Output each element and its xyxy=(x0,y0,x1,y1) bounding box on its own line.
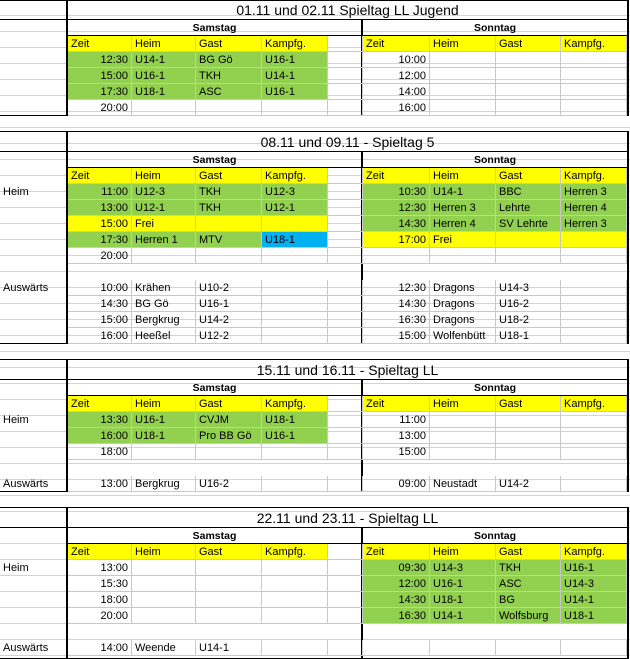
day-label-sunday: Sonntag xyxy=(363,20,627,36)
table-cell[interactable] xyxy=(496,248,561,264)
table-cell[interactable]: U16-1 xyxy=(132,68,196,84)
table-cell[interactable] xyxy=(132,100,196,116)
column-header: Heim xyxy=(430,544,496,560)
table-cell[interactable] xyxy=(496,52,561,68)
table-cell[interactable]: TKH xyxy=(196,184,262,200)
column-header: Zeit xyxy=(68,36,132,52)
spacer-cell xyxy=(328,396,363,412)
table-cell[interactable] xyxy=(328,428,363,444)
day-label-sunday: Sonntag xyxy=(363,380,627,396)
table-cell[interactable]: 15:30 xyxy=(68,576,132,592)
table-cell[interactable] xyxy=(561,328,627,344)
table-cell[interactable] xyxy=(328,444,363,460)
table-cell[interactable] xyxy=(561,280,627,296)
table-cell[interactable] xyxy=(328,412,363,428)
home-label: Heim xyxy=(3,562,29,574)
table-cell[interactable] xyxy=(196,216,262,232)
table-cell[interactable]: MTV xyxy=(196,232,262,248)
table-cell[interactable] xyxy=(430,444,496,460)
table-cell[interactable] xyxy=(132,608,196,624)
table-cell[interactable]: U16-1 xyxy=(262,428,328,444)
column-header: Kampfg. xyxy=(561,544,627,560)
table-cell[interactable] xyxy=(496,84,561,100)
table-cell[interactable]: 16:00 xyxy=(363,100,430,116)
table-cell[interactable] xyxy=(363,248,430,264)
column-header: Gast xyxy=(196,36,262,52)
table-cell[interactable]: 14:00 xyxy=(68,640,132,656)
table-cell[interactable] xyxy=(132,576,196,592)
away-label: Auswärts xyxy=(3,478,49,490)
table-cell[interactable]: 13:00 xyxy=(68,200,132,216)
table-cell[interactable] xyxy=(430,412,496,428)
section-border xyxy=(0,507,629,508)
table-cell[interactable] xyxy=(262,576,328,592)
table-cell[interactable] xyxy=(328,576,363,592)
table-cell[interactable]: 12:00 xyxy=(363,68,430,84)
table-cell[interactable]: Lehrte xyxy=(496,200,561,216)
section-border xyxy=(627,132,629,344)
table-cell[interactable]: U14-3 xyxy=(430,560,496,576)
table-cell[interactable] xyxy=(561,68,627,84)
day-label-saturday: Samstag xyxy=(68,380,361,396)
table-cell[interactable] xyxy=(328,640,363,656)
table-cell[interactable] xyxy=(496,640,561,656)
table-cell[interactable]: U14-1 xyxy=(262,68,328,84)
column-header: Gast xyxy=(496,168,561,184)
column-header: Kampfg. xyxy=(262,544,328,560)
table-cell[interactable]: 12:30 xyxy=(68,52,132,68)
table-cell[interactable] xyxy=(328,280,363,296)
table-cell[interactable] xyxy=(561,428,627,444)
table-cell[interactable] xyxy=(262,296,328,312)
table-cell[interactable] xyxy=(430,428,496,444)
column-header: Gast xyxy=(496,544,561,560)
table-cell[interactable]: U14-1 xyxy=(430,608,496,624)
table-cell[interactable]: TKH xyxy=(196,68,262,84)
column-header: Gast xyxy=(196,544,262,560)
table-cell[interactable] xyxy=(496,68,561,84)
home-label: Heim xyxy=(3,414,29,426)
table-cell[interactable]: Dragons xyxy=(430,296,496,312)
column-header: Kampfg. xyxy=(561,396,627,412)
table-cell[interactable]: 12:30 xyxy=(363,200,430,216)
day-label-saturday: Samstag xyxy=(68,20,361,36)
table-cell[interactable] xyxy=(328,328,363,344)
table-cell[interactable] xyxy=(430,248,496,264)
table-cell[interactable] xyxy=(196,248,262,264)
table-cell[interactable]: 15:00 xyxy=(68,216,132,232)
table-cell[interactable]: U16-1 xyxy=(430,576,496,592)
column-header: Gast xyxy=(496,396,561,412)
table-cell[interactable] xyxy=(561,232,627,248)
table-cell[interactable] xyxy=(328,232,363,248)
day-label-sunday: Sonntag xyxy=(363,152,627,168)
table-cell[interactable]: Wolfenbütt xyxy=(430,328,496,344)
table-cell[interactable] xyxy=(561,476,627,492)
table-cell[interactable] xyxy=(561,444,627,460)
table-cell[interactable]: 14:30 xyxy=(363,592,430,608)
table-cell[interactable]: 16:30 xyxy=(363,312,430,328)
table-cell[interactable]: 18:00 xyxy=(68,592,132,608)
column-header: Zeit xyxy=(363,168,430,184)
table-cell[interactable]: U14-2 xyxy=(496,476,561,492)
table-cell[interactable]: 20:00 xyxy=(68,248,132,264)
table-cell[interactable]: U16-2 xyxy=(196,476,262,492)
table-cell[interactable]: Herren 1 xyxy=(132,232,196,248)
table-cell[interactable]: 11:00 xyxy=(68,184,132,200)
table-cell[interactable]: 13:30 xyxy=(68,412,132,428)
table-cell[interactable]: Wolfsburg xyxy=(496,608,561,624)
table-cell[interactable]: Herren 4 xyxy=(430,216,496,232)
table-cell[interactable] xyxy=(561,52,627,68)
table-cell[interactable]: Herren 3 xyxy=(561,184,627,200)
table-cell[interactable] xyxy=(196,576,262,592)
table-cell[interactable]: Frei xyxy=(132,216,196,232)
table-cell[interactable] xyxy=(496,100,561,116)
table-cell[interactable]: U18-1 xyxy=(496,328,561,344)
table-cell[interactable] xyxy=(328,476,363,492)
section-title: 08.11 und 09.11 - Spieltag 5 xyxy=(260,134,435,150)
table-cell[interactable] xyxy=(262,280,328,296)
table-cell[interactable] xyxy=(363,640,430,656)
table-cell[interactable] xyxy=(430,84,496,100)
table-cell[interactable] xyxy=(262,328,328,344)
column-header: Zeit xyxy=(68,168,132,184)
gridline xyxy=(0,463,630,464)
table-cell[interactable]: U14-3 xyxy=(496,280,561,296)
table-cell[interactable]: Weende xyxy=(132,640,196,656)
table-cell[interactable]: 15:00 xyxy=(68,312,132,328)
table-cell[interactable] xyxy=(262,248,328,264)
section-border xyxy=(0,359,629,360)
table-cell[interactable]: Krähen xyxy=(132,280,196,296)
table-cell[interactable] xyxy=(561,84,627,100)
table-cell[interactable]: 17:00 xyxy=(363,232,430,248)
table-cell[interactable] xyxy=(561,412,627,428)
table-cell[interactable]: U14-1 xyxy=(196,640,262,656)
table-cell[interactable]: 17:30 xyxy=(68,232,132,248)
table-cell[interactable] xyxy=(262,312,328,328)
table-cell[interactable]: TKH xyxy=(196,200,262,216)
table-cell[interactable]: 16:30 xyxy=(363,608,430,624)
table-cell[interactable] xyxy=(328,68,363,84)
column-header: Kampfg. xyxy=(262,168,328,184)
column-header: Heim xyxy=(132,168,196,184)
table-cell[interactable]: U12-1 xyxy=(132,200,196,216)
table-cell[interactable] xyxy=(262,608,328,624)
section-border xyxy=(627,0,629,116)
table-cell[interactable]: Frei xyxy=(430,232,496,248)
table-cell[interactable]: 12:00 xyxy=(363,576,430,592)
column-header: Heim xyxy=(430,36,496,52)
table-cell[interactable] xyxy=(561,248,627,264)
table-cell[interactable] xyxy=(132,592,196,608)
table-cell[interactable]: 14:00 xyxy=(363,84,430,100)
table-cell[interactable] xyxy=(561,640,627,656)
table-cell[interactable]: ASC xyxy=(196,84,262,100)
table-cell[interactable]: Bergkrug xyxy=(132,476,196,492)
table-cell[interactable] xyxy=(496,428,561,444)
table-cell[interactable] xyxy=(328,84,363,100)
table-cell[interactable] xyxy=(328,296,363,312)
column-header: Gast xyxy=(196,396,262,412)
table-cell[interactable] xyxy=(328,184,363,200)
table-cell[interactable] xyxy=(262,476,328,492)
spacer-cell xyxy=(328,168,363,184)
table-cell[interactable] xyxy=(196,100,262,116)
table-cell[interactable] xyxy=(328,200,363,216)
table-cell[interactable] xyxy=(196,444,262,460)
table-cell[interactable] xyxy=(262,592,328,608)
table-cell[interactable] xyxy=(132,560,196,576)
table-cell[interactable]: 20:00 xyxy=(68,608,132,624)
table-cell[interactable]: SV Lehrte xyxy=(496,216,561,232)
table-cell[interactable] xyxy=(561,296,627,312)
table-cell[interactable] xyxy=(430,100,496,116)
table-cell[interactable]: BG Gö xyxy=(132,296,196,312)
table-cell[interactable] xyxy=(196,608,262,624)
table-cell[interactable] xyxy=(328,100,363,116)
table-cell[interactable]: TKH xyxy=(496,560,561,576)
column-header: Zeit xyxy=(363,36,430,52)
table-cell[interactable]: 15:00 xyxy=(68,68,132,84)
table-cell[interactable]: 17:30 xyxy=(68,84,132,100)
table-cell[interactable]: BG Gö xyxy=(196,52,262,68)
table-cell[interactable]: U12-2 xyxy=(196,328,262,344)
table-cell[interactable]: U12-3 xyxy=(262,184,328,200)
column-header: Gast xyxy=(196,168,262,184)
table-cell[interactable] xyxy=(561,100,627,116)
gridline xyxy=(0,351,630,352)
day-label-saturday: Samstag xyxy=(68,528,361,544)
table-cell[interactable] xyxy=(496,444,561,460)
column-header: Heim xyxy=(430,396,496,412)
table-cell[interactable] xyxy=(496,412,561,428)
table-cell[interactable]: Dragons xyxy=(430,280,496,296)
table-cell[interactable]: 10:00 xyxy=(68,280,132,296)
table-cell[interactable]: Dragons xyxy=(430,312,496,328)
table-cell[interactable]: U18-1 xyxy=(262,412,328,428)
table-cell[interactable]: 13:00 xyxy=(68,476,132,492)
spacer-cell xyxy=(328,36,363,52)
table-cell[interactable]: 15:00 xyxy=(363,444,430,460)
table-cell[interactable]: U14-3 xyxy=(561,576,627,592)
column-header: Kampfg. xyxy=(561,36,627,52)
table-cell[interactable] xyxy=(328,248,363,264)
table-cell[interactable]: Herren 4 xyxy=(561,200,627,216)
table-cell[interactable] xyxy=(132,444,196,460)
away-label: Auswärts xyxy=(3,642,49,654)
table-cell[interactable]: U12-1 xyxy=(262,200,328,216)
table-cell[interactable] xyxy=(196,592,262,608)
column-header: Heim xyxy=(132,36,196,52)
column-header: Heim xyxy=(430,168,496,184)
table-cell[interactable]: U14-2 xyxy=(196,312,262,328)
table-cell[interactable]: 14:30 xyxy=(363,296,430,312)
table-cell[interactable]: 09:00 xyxy=(363,476,430,492)
table-cell[interactable]: U16-2 xyxy=(496,296,561,312)
column-header: Heim xyxy=(132,396,196,412)
table-cell[interactable]: U14-1 xyxy=(132,52,196,68)
home-label: Heim xyxy=(3,186,29,198)
column-header: Zeit xyxy=(68,544,132,560)
column-header: Kampfg. xyxy=(262,36,328,52)
column-header: Zeit xyxy=(363,544,430,560)
table-cell[interactable]: U14-1 xyxy=(430,184,496,200)
table-cell[interactable]: U18-1 xyxy=(262,232,328,248)
table-cell[interactable]: BG xyxy=(496,592,561,608)
table-cell[interactable]: 16:00 xyxy=(68,328,132,344)
table-cell[interactable]: Heeßel xyxy=(132,328,196,344)
section-border xyxy=(0,0,629,1)
away-label: Auswärts xyxy=(3,282,49,294)
table-cell[interactable]: 20:00 xyxy=(68,100,132,116)
table-cell[interactable] xyxy=(496,232,561,248)
section-border xyxy=(0,131,629,132)
table-cell[interactable]: 18:00 xyxy=(68,444,132,460)
table-cell[interactable]: ASC xyxy=(496,576,561,592)
table-cell[interactable]: U10-2 xyxy=(196,280,262,296)
table-cell[interactable]: U16-1 xyxy=(262,84,328,100)
table-cell[interactable] xyxy=(328,560,363,576)
column-header: Kampfg. xyxy=(561,168,627,184)
table-cell[interactable]: 14:30 xyxy=(68,296,132,312)
column-header: Kampfg. xyxy=(262,396,328,412)
table-cell[interactable]: U16-1 xyxy=(132,412,196,428)
section-border xyxy=(627,508,629,659)
table-cell[interactable]: 15:00 xyxy=(363,328,430,344)
table-cell[interactable]: U16-1 xyxy=(262,52,328,68)
table-cell[interactable] xyxy=(430,68,496,84)
table-cell[interactable]: Pro BB Gö xyxy=(196,428,262,444)
table-cell[interactable]: 12:30 xyxy=(363,280,430,296)
table-cell[interactable]: U18-1 xyxy=(132,84,196,100)
day-label-saturday: Samstag xyxy=(68,152,361,168)
table-cell[interactable]: U14-1 xyxy=(561,592,627,608)
table-cell[interactable]: 13:00 xyxy=(363,428,430,444)
table-cell[interactable]: Bergkrug xyxy=(132,312,196,328)
table-cell[interactable]: U16-1 xyxy=(561,560,627,576)
table-cell[interactable]: BBC xyxy=(496,184,561,200)
section-title: 22.11 und 23.11 - Spieltag LL xyxy=(256,510,439,526)
table-cell[interactable]: U12-3 xyxy=(132,184,196,200)
table-cell[interactable] xyxy=(328,592,363,608)
column-header: Gast xyxy=(496,36,561,52)
table-cell[interactable] xyxy=(430,52,496,68)
table-cell[interactable] xyxy=(561,312,627,328)
column-header: Heim xyxy=(132,544,196,560)
table-cell[interactable]: U18-1 xyxy=(561,608,627,624)
section-title: 15.11 und 16.11 - Spieltag LL xyxy=(256,362,439,378)
table-cell[interactable]: 13:00 xyxy=(68,560,132,576)
table-cell[interactable]: Neustadt xyxy=(430,476,496,492)
table-cell[interactable] xyxy=(196,560,262,576)
gridline xyxy=(0,127,630,128)
table-cell[interactable]: 16:00 xyxy=(68,428,132,444)
section-title: 01.11 und 02.11 Spieltag LL Jugend xyxy=(236,2,459,18)
gridline xyxy=(0,495,630,496)
table-cell[interactable] xyxy=(430,640,496,656)
table-cell[interactable]: 14:30 xyxy=(363,216,430,232)
table-cell[interactable] xyxy=(328,52,363,68)
table-cell[interactable] xyxy=(328,216,363,232)
table-cell[interactable]: 11:00 xyxy=(363,412,430,428)
table-cell[interactable]: U18-1 xyxy=(430,592,496,608)
table-cell[interactable]: U18-2 xyxy=(496,312,561,328)
table-cell[interactable]: U16-1 xyxy=(196,296,262,312)
table-cell[interactable]: Herren 3 xyxy=(430,200,496,216)
spacer-cell xyxy=(328,544,363,560)
column-header: Zeit xyxy=(363,396,430,412)
table-cell[interactable] xyxy=(328,312,363,328)
table-cell[interactable] xyxy=(132,248,196,264)
table-cell[interactable] xyxy=(328,608,363,624)
gridline xyxy=(0,271,630,272)
table-cell[interactable]: 10:30 xyxy=(363,184,430,200)
table-cell[interactable] xyxy=(262,640,328,656)
table-cell[interactable]: 10:00 xyxy=(363,52,430,68)
table-cell[interactable]: CVJM xyxy=(196,412,262,428)
table-cell[interactable]: 09:30 xyxy=(363,560,430,576)
table-cell[interactable] xyxy=(262,100,328,116)
day-label-sunday: Sonntag xyxy=(363,528,627,544)
table-cell[interactable] xyxy=(262,444,328,460)
table-cell[interactable]: U18-1 xyxy=(132,428,196,444)
table-cell[interactable] xyxy=(262,560,328,576)
column-header: Zeit xyxy=(68,396,132,412)
table-cell[interactable]: Herren 3 xyxy=(561,216,627,232)
table-cell[interactable] xyxy=(262,216,328,232)
